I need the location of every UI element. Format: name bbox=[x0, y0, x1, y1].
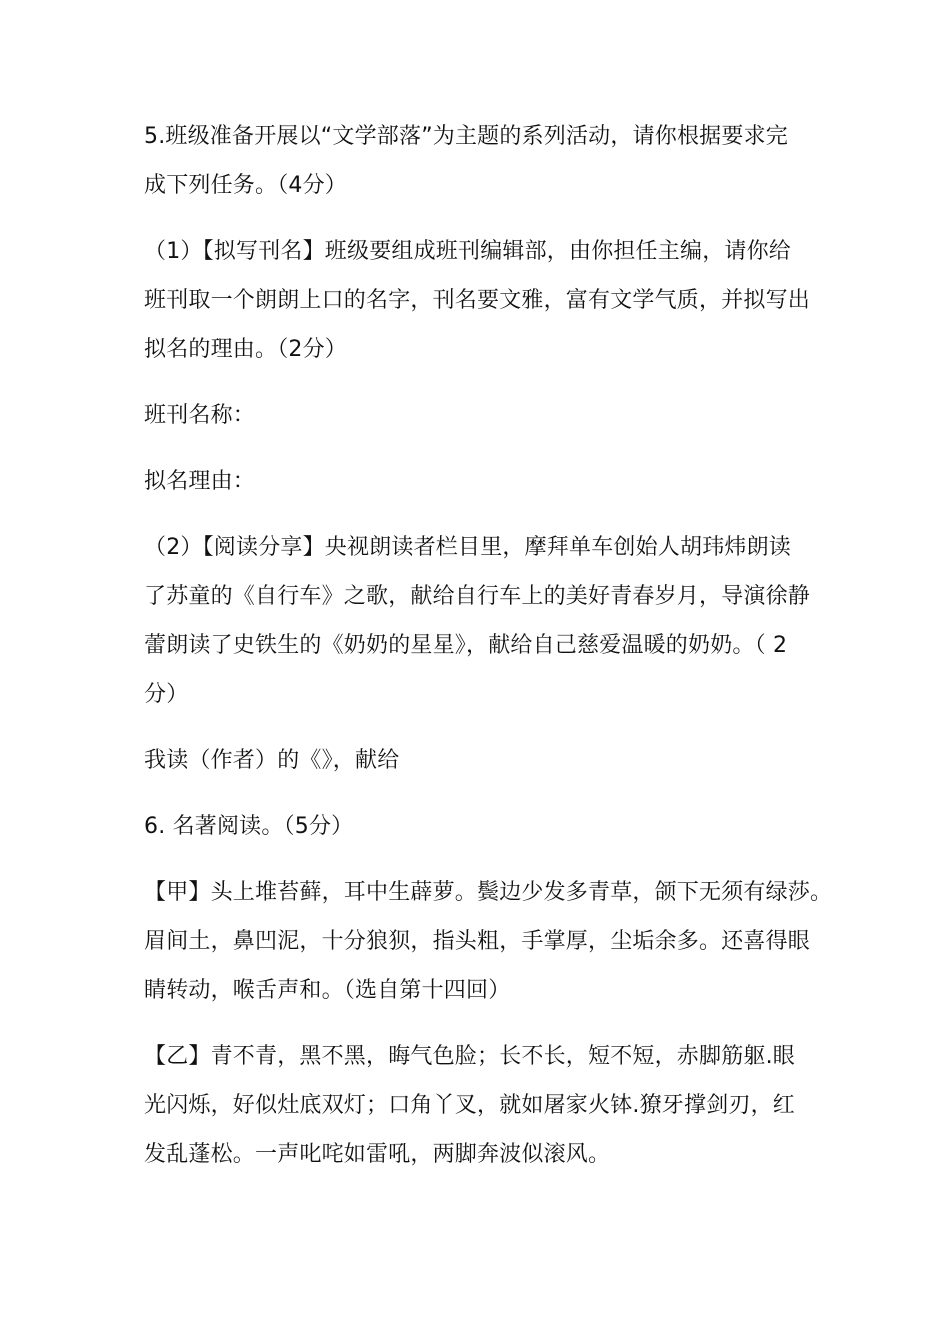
text-line: （1）【拟写刊名】班级要组成班刊编辑部，由你担任主编，请你给 bbox=[144, 239, 791, 264]
text-line: （2）【阅读分享】央视朗读者栏目里，摩拜单车创始人胡玮炜朗读 bbox=[144, 535, 791, 560]
text-line: 【甲】头上堆苔藓，耳中生薜萝。鬓边少发多青草，颌下无须有绿莎。 bbox=[144, 880, 833, 905]
naming-reason-label bbox=[144, 457, 810, 506]
text-line: 拟名的理由。（2分） bbox=[144, 337, 347, 362]
text-line: 了苏童的《自行车》之歌，献给自行车上的美好青春岁月，导演徐静 bbox=[144, 584, 811, 609]
text-line: 班刊名称： bbox=[144, 403, 256, 428]
journal-name-label bbox=[144, 391, 810, 440]
text-line: 分） bbox=[144, 682, 189, 707]
text-line: 蕾朗读了史铁生的《奶奶的星星》，献给自己慈爱温暖的奶奶。（ 2 bbox=[144, 633, 788, 658]
passage-jia bbox=[144, 868, 833, 1015]
reading-share-answer-line bbox=[144, 736, 810, 785]
text-line: 发乱蓬松。一声叱咤如雷吼，两脚奔波似滚风。 bbox=[144, 1142, 611, 1167]
question-6-intro bbox=[144, 802, 810, 851]
text-line: 拟名理由： bbox=[144, 469, 256, 494]
question-5-part-2 bbox=[144, 523, 810, 719]
question-5-part-1 bbox=[144, 227, 810, 374]
text-line: 眉间土，鼻凹泥，十分狼狈，指头粗，手掌厚，尘垢余多。还喜得眼 bbox=[144, 929, 811, 954]
text-line: 光闪烁，好似灶底双灯；口角丫叉，就如屠家火钵.獠牙撑剑刃，红 bbox=[144, 1093, 795, 1118]
text-line: 我读（作者）的《》，献给 bbox=[144, 748, 400, 773]
question-5-intro bbox=[144, 112, 810, 210]
document-body bbox=[144, 112, 833, 1196]
text-line: 成下列任务。（4分） bbox=[144, 173, 347, 198]
passage-yi bbox=[144, 1032, 810, 1179]
text-line: 【乙】青不青，黑不黑，晦气色脸；长不长，短不短，赤脚筋躯.眼 bbox=[144, 1044, 795, 1069]
text-line: 睛转动，喉舌声和。（选自第十四回） bbox=[144, 978, 511, 1003]
text-line: 6. 名著阅读。（5分） bbox=[144, 814, 354, 839]
text-line: 5.班级准备开展以“文学部落”为主题的系列活动，请你根据要求完 bbox=[144, 124, 788, 149]
text-line: 班刊取一个朗朗上口的名字，刊名要文雅，富有文学气质，并拟写出 bbox=[144, 288, 811, 313]
